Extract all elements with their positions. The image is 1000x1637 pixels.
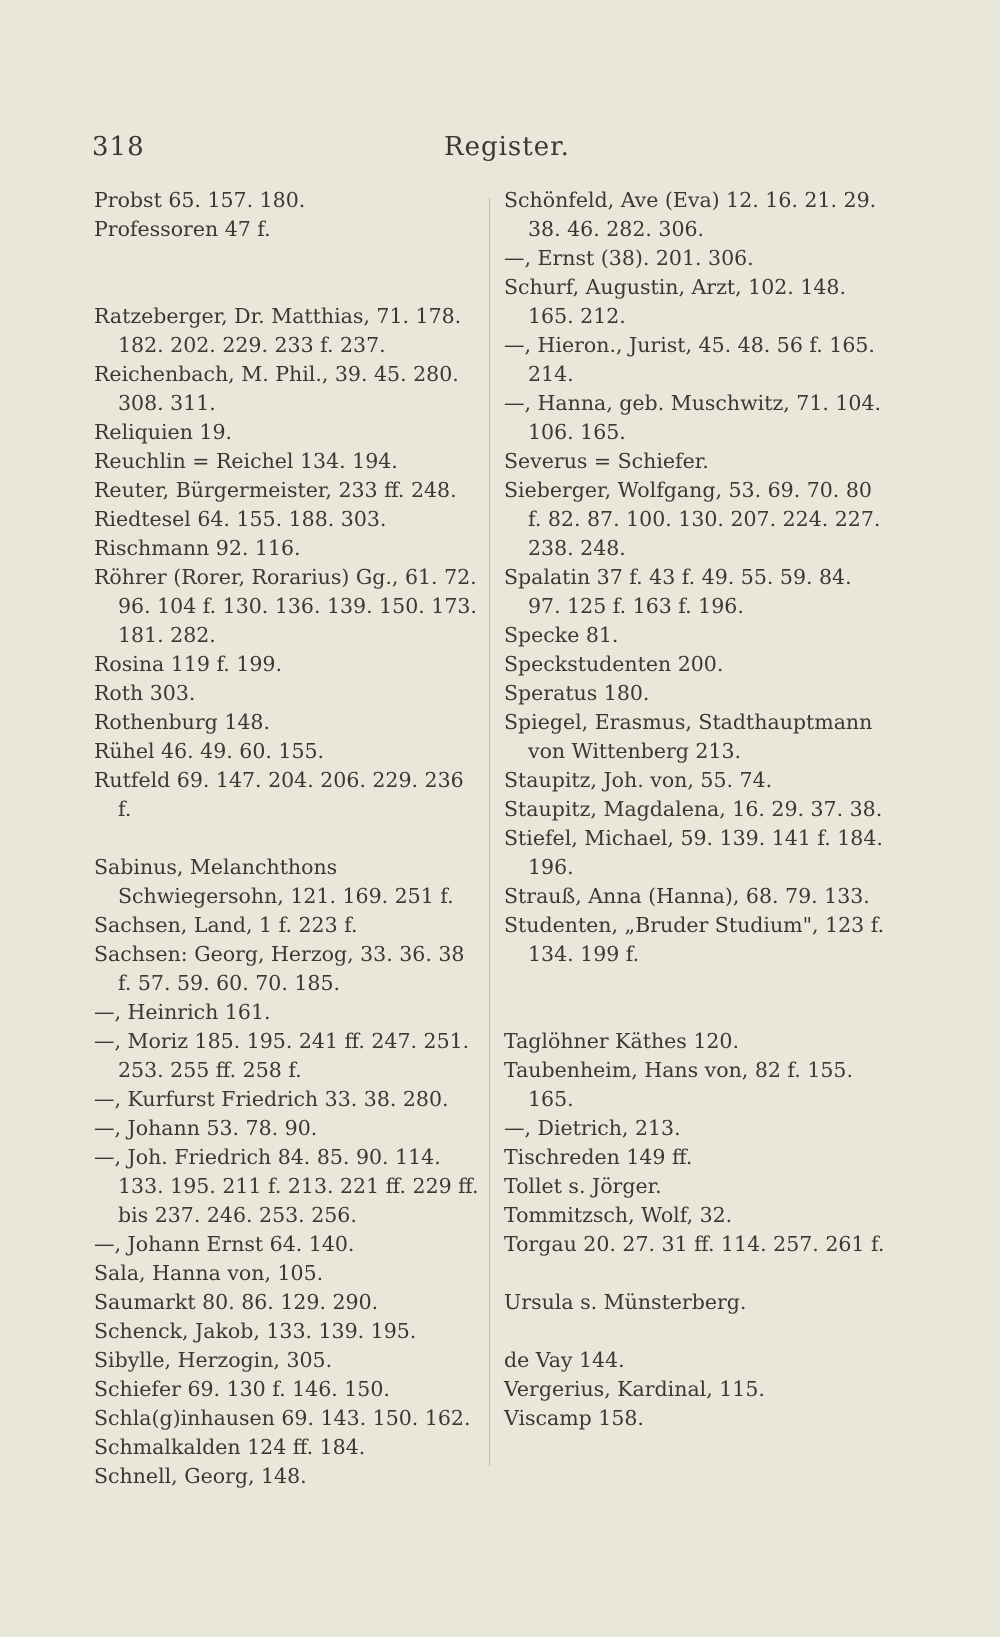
index-column-right: [504, 186, 889, 1433]
index-entry: Staupitz, Joh. von, 55. 74.: [504, 768, 773, 792]
index-entry: Rühel 46. 49. 60. 155.: [94, 739, 325, 763]
index-entry: Saumarkt 80. 86. 129. 290.: [94, 1290, 379, 1314]
index-entry: Schmalkalden 124 ff. 184.: [94, 1435, 366, 1459]
column-divider: [489, 198, 490, 1466]
index-entry: Tommitzsch, Wolf, 32.: [504, 1203, 733, 1227]
page-header: [92, 132, 570, 172]
index-entry: Vergerius, Kardinal, 115.: [504, 1377, 765, 1401]
entry-spacer: [94, 824, 479, 853]
index-entry: Rutfeld 69. 147. 204. 206. 229. 236 f.: [94, 768, 464, 821]
index-entry: Sabinus, Melanchthons Schwiegersohn, 121. 169. 251 f.: [94, 855, 454, 908]
index-entry: Tischreden 149 ff.: [504, 1145, 693, 1169]
index-entry: Sachsen, Land, 1 f. 223 f.: [94, 913, 358, 937]
index-entry: Schönfeld, Ave (Eva) 12. 16. 21. 29. 38. 46. 282. 306.: [504, 188, 877, 241]
index-entry: —, Kurfurst Friedrich 33. 38. 280.: [94, 1087, 449, 1111]
index-entry: Viscamp 158.: [504, 1406, 644, 1430]
index-entry: Sibylle, Herzogin, 305.: [94, 1348, 333, 1372]
index-entry: Probst 65. 157. 180.: [94, 188, 306, 212]
index-entry: —, Hanna, geb. Muschwitz, 71. 104. 106. 165.: [504, 391, 882, 444]
index-entry: Studenten, „Bruder Studium", 123 f. 134. 199 f.: [504, 913, 885, 966]
index-entry: Taglöhner Käthes 120.: [504, 1029, 739, 1053]
index-entry: Taubenheim, Hans von, 82 f. 155. 165.: [504, 1058, 853, 1111]
entry-spacer: [504, 1259, 889, 1288]
entry-spacer: [504, 998, 889, 1027]
index-entry: —, Moriz 185. 195. 241 ff. 247. 251. 253. 255 ff. 258 f.: [94, 1029, 470, 1082]
running-head-title: Register.: [444, 132, 570, 162]
index-entry: Ursula s. Münsterberg.: [504, 1290, 747, 1314]
index-entry: —, Johann 53. 78. 90.: [94, 1116, 318, 1140]
index-entry: Professoren 47 f.: [94, 217, 271, 241]
index-entry: Speckstudenten 200.: [504, 652, 724, 676]
index-entry: Specke 81.: [504, 623, 619, 647]
index-entry: Torgau 20. 27. 31 ff. 114. 257. 261 f.: [504, 1232, 885, 1256]
index-entry: Reichenbach, M. Phil., 39. 45. 280. 308. 311.: [94, 362, 459, 415]
index-entry: de Vay 144.: [504, 1348, 625, 1372]
index-column-left: [94, 186, 479, 1491]
index-entry: Reliquien 19.: [94, 420, 233, 444]
index-entry: Sala, Hanna von, 105.: [94, 1261, 324, 1285]
index-entry: Rothenburg 148.: [94, 710, 270, 734]
page-number: 318: [92, 132, 145, 162]
index-entry: —, Joh. Friedrich 84. 85. 90. 114. 133. 195. 211 f. 213. 221 ff. 229 ff. bis 237. 246. 253. 256.: [94, 1145, 479, 1227]
index-entry: —, Johann Ernst 64. 140.: [94, 1232, 355, 1256]
index-entry: Röhrer (Rorer, Rorarius) Gg., 61. 72. 96. 104 f. 130. 136. 139. 150. 173. 181. 282.: [94, 565, 477, 647]
index-entry: Spiegel, Erasmus, Stadthauptmann von Wittenberg 213.: [504, 710, 873, 763]
index-entry: Sieberger, Wolfgang, 53. 69. 70. 80 f. 82. 87. 100. 130. 207. 224. 227. 238. 248.: [504, 478, 881, 560]
index-entry: —, Heinrich 161.: [94, 1000, 271, 1024]
index-entry: Schenck, Jakob, 133. 139. 195.: [94, 1319, 417, 1343]
index-entry: Rosina 119 f. 199.: [94, 652, 282, 676]
index-entry: Schurf, Augustin, Arzt, 102. 148. 165. 212.: [504, 275, 846, 328]
index-entry: Reuter, Bürgermeister, 233 ff. 248.: [94, 478, 457, 502]
index-entry: Schiefer 69. 130 f. 146. 150.: [94, 1377, 390, 1401]
index-entry: Stiefel, Michael, 59. 139. 141 f. 184. 196.: [504, 826, 883, 879]
index-entry: —, Ernst (38). 201. 306.: [504, 246, 754, 270]
index-entry: Roth 303.: [94, 681, 196, 705]
entry-spacer: [94, 273, 479, 302]
entry-spacer: [504, 1317, 889, 1346]
entry-spacer: [94, 244, 479, 273]
index-entry: Schla(g)inhausen 69. 143. 150. 162.: [94, 1406, 471, 1430]
index-entry: Reuchlin = Reichel 134. 194.: [94, 449, 398, 473]
index-entry: —, Hieron., Jurist, 45. 48. 56 f. 165. 214.: [504, 333, 875, 386]
index-entry: Sachsen: Georg, Herzog, 33. 36. 38 f. 57. 59. 60. 70. 185.: [94, 942, 465, 995]
index-entry: Strauß, Anna (Hanna), 68. 79. 133.: [504, 884, 870, 908]
index-entry: Rischmann 92. 116.: [94, 536, 301, 560]
index-entry: Speratus 180.: [504, 681, 650, 705]
index-entry: —, Dietrich, 213.: [504, 1116, 681, 1140]
index-entry: Staupitz, Magdalena, 16. 29. 37. 38.: [504, 797, 883, 821]
index-entry: Severus = Schiefer.: [504, 449, 709, 473]
index-entry: Schnell, Georg, 148.: [94, 1464, 307, 1488]
index-entry: Spalatin 37 f. 43 f. 49. 55. 59. 84. 97. 125 f. 163 f. 196.: [504, 565, 852, 618]
index-entry: Tollet s. Jörger.: [504, 1174, 662, 1198]
index-entry: Riedtesel 64. 155. 188. 303.: [94, 507, 387, 531]
entry-spacer: [504, 969, 889, 998]
index-entry: Ratzeberger, Dr. Matthias, 71. 178. 182. 202. 229. 233 f. 237.: [94, 304, 462, 357]
